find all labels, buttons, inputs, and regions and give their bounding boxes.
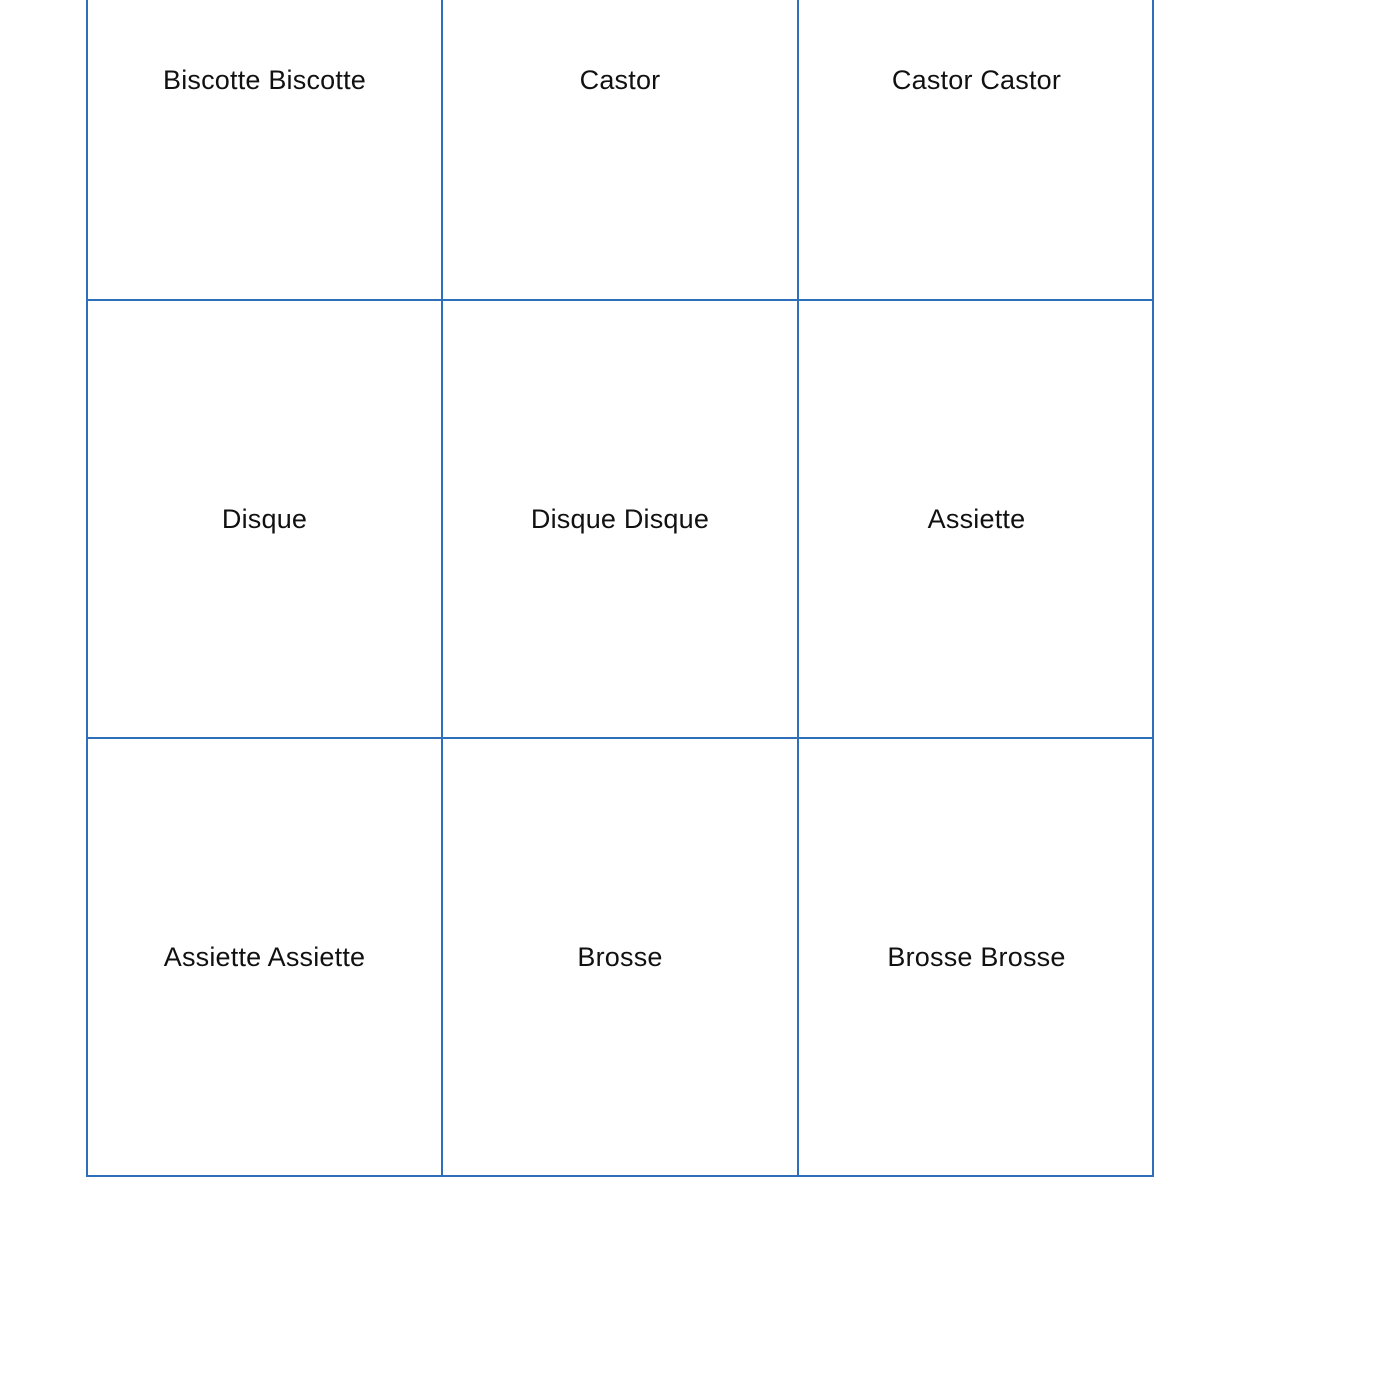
card-label: Brosse (577, 941, 663, 972)
card-cell (441, 737, 797, 1175)
card-grid (86, 0, 1154, 1177)
card-label: Disque Disque (530, 503, 710, 534)
card-cell (797, 0, 1154, 299)
card-label: Assiette (927, 503, 1026, 534)
card-label: Assiette Assiette (163, 941, 366, 972)
card-cell (441, 0, 797, 299)
card-cell (797, 737, 1154, 1175)
card-cell (86, 737, 441, 1175)
card-cell (86, 299, 441, 737)
card-cell (86, 0, 441, 299)
card-label: Disque (221, 503, 308, 534)
card-label: Biscotte Biscotte (163, 65, 366, 95)
card-label: Brosse Brosse (887, 941, 1066, 972)
card-cell (441, 299, 797, 737)
card-cell (797, 299, 1154, 737)
card-label: Castor Castor (891, 65, 1062, 95)
card-label: Castor (579, 65, 661, 95)
